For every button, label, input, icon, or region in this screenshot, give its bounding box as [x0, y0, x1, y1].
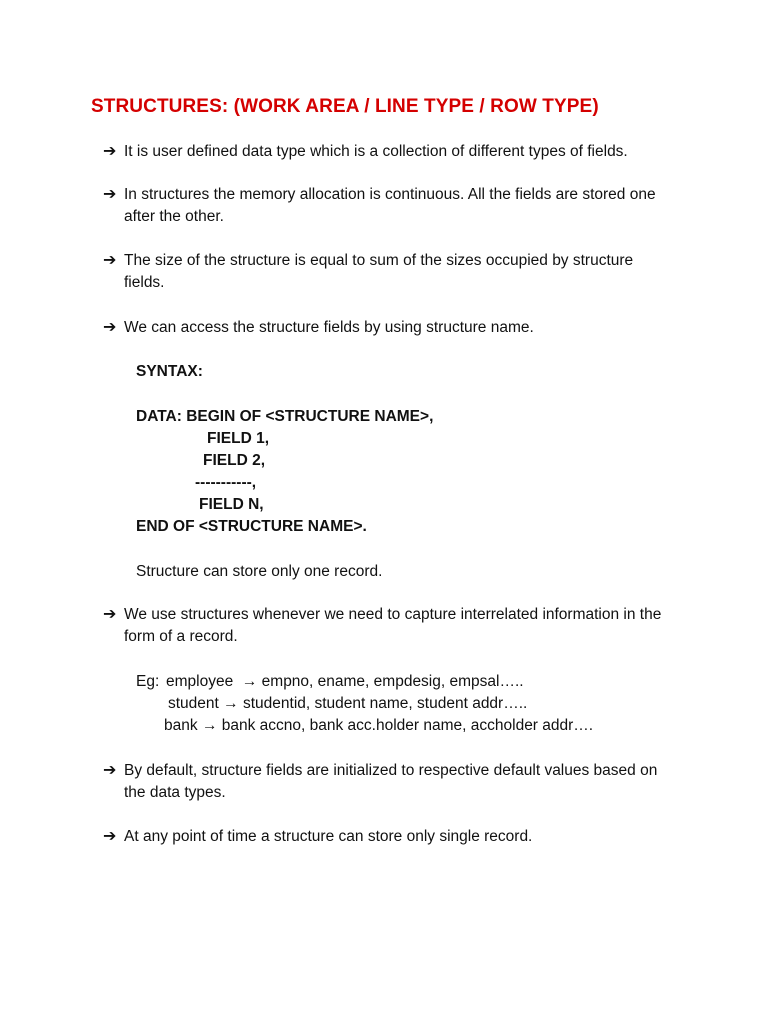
- bullet-item: [103, 141, 683, 163]
- example-fields: empno, ename, empdesig, empsal…..: [261, 673, 524, 690]
- syntax-line: FIELD 2,: [203, 452, 266, 469]
- syntax-label: SYNTAX:: [136, 363, 203, 380]
- bullet-item: [103, 184, 663, 228]
- example-name: employee: [166, 673, 234, 690]
- bullet-item: [103, 760, 673, 804]
- example-label: Eg:: [136, 673, 160, 690]
- syntax-line: FIELD 1,: [207, 430, 270, 447]
- example-name: bank: [164, 717, 198, 734]
- arrow-right-icon: →: [223, 695, 239, 712]
- syntax-line: FIELD N,: [199, 496, 264, 513]
- syntax-line: DATA: BEGIN OF <STRUCTURE NAME>,: [136, 408, 434, 425]
- example-row: [168, 693, 527, 715]
- arrow-right-icon: ➔: [103, 828, 117, 845]
- syntax-line: END OF <STRUCTURE NAME>.: [136, 518, 367, 535]
- bullet-item: [103, 250, 663, 294]
- bullet-item: [103, 317, 683, 339]
- bullet-text: We use structures whenever we need to capture interrelated information in the form of a record.: [124, 606, 662, 645]
- syntax-note: Structure can store only one record.: [136, 563, 383, 580]
- example-row: [164, 715, 593, 737]
- arrow-right-icon: ➔: [103, 319, 117, 336]
- arrow-right-icon: ➔: [103, 252, 117, 269]
- example-fields: studentid, student name, student addr…..: [242, 695, 528, 712]
- bullet-item: [103, 604, 673, 648]
- bullet-text: In structures the memory allocation is continuous. All the fields are stored one after the other.: [124, 186, 656, 225]
- bullet-text: The size of the structure is equal to sum of the sizes occupied by structure fields.: [124, 252, 634, 291]
- document-title: STRUCTURES: (WORK AREA / LINE TYPE / ROW TYPE): [91, 96, 599, 117]
- example-name: student: [168, 695, 219, 712]
- example-fields: bank accno, bank acc.holder name, accholder addr….: [221, 717, 594, 734]
- example-row: [166, 671, 524, 693]
- arrow-right-icon: ➔: [103, 762, 117, 779]
- bullet-item: [103, 826, 683, 848]
- syntax-line: -----------,: [195, 474, 257, 491]
- arrow-right-icon: ➔: [103, 186, 117, 203]
- bullet-text: We can access the structure fields by using structure name.: [124, 319, 534, 336]
- arrow-right-icon: →: [201, 717, 218, 734]
- arrow-right-icon: →: [241, 673, 258, 690]
- arrow-right-icon: ➔: [103, 143, 117, 160]
- bullet-text: At any point of time a structure can store only single record.: [124, 828, 533, 845]
- bullet-text: By default, structure fields are initialized to respective default values based on the data types.: [124, 762, 658, 801]
- bullet-text: It is user defined data type which is a collection of different types of fields.: [124, 143, 628, 160]
- arrow-right-icon: ➔: [103, 606, 117, 623]
